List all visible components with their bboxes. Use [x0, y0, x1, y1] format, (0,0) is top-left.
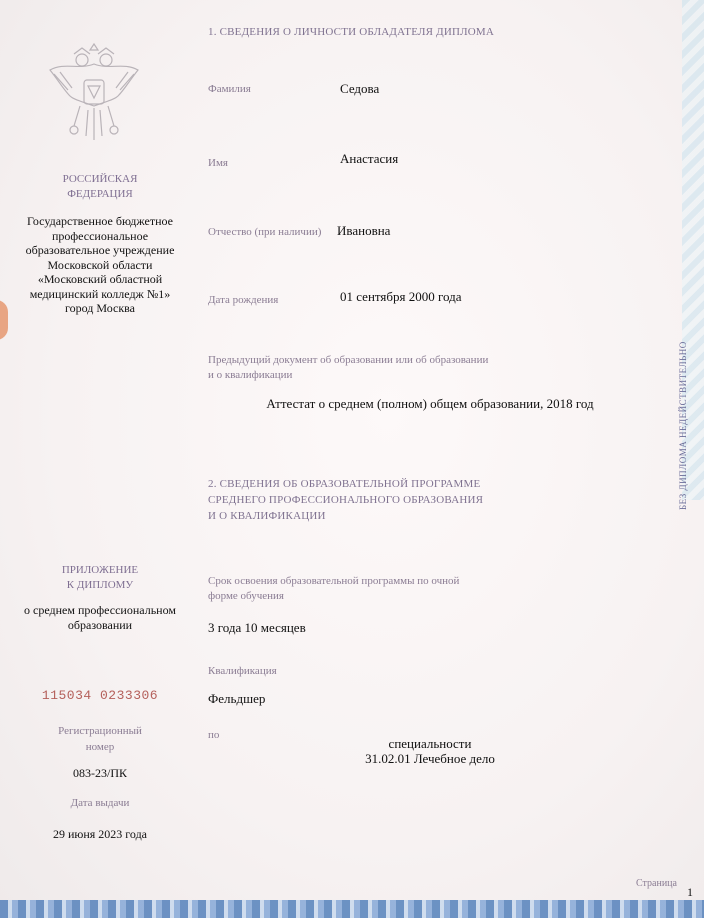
specialty-word: специальности	[388, 736, 472, 751]
registration-number: 083-23/ПК	[73, 766, 127, 780]
institution-name: Государственное бюджетное профессиональное образовательное учреждение Московской области «Московский областной медицинский колледж №1» город Москва	[25, 214, 175, 315]
page-number: 1	[687, 885, 693, 899]
issue-date: 29 июня 2023 года	[52, 827, 148, 841]
qualification-label: Квалификация	[208, 665, 277, 677]
decorative-border	[0, 900, 704, 918]
issue-date-label: Дата выдачи	[70, 797, 130, 809]
country-name: РОССИЙСКАЯ ФЕДЕРАЦИЯ	[62, 173, 138, 200]
duration-value: 3 года 10 месяцев	[208, 620, 306, 635]
registration-label: Регистрационный номер	[58, 725, 142, 753]
prev-doc-label: Предыдущий документ об образовании или об образовании и о квалификации	[208, 354, 489, 381]
appendix-subtitle: о среднем профессиональном образовании	[24, 603, 176, 632]
duration-label: Срок освоения образовательной программы по очной форме обучения	[208, 575, 460, 602]
name-label: Имя	[208, 157, 228, 169]
surname-value: Седова	[340, 81, 380, 96]
serial-number: 115034 0233306	[41, 688, 159, 703]
patronymic-value: Ивановна	[337, 223, 391, 238]
side-validity-note: БЕЗ ДИПЛОМА НЕДЕЙСТВИТЕЛЬНО	[678, 341, 688, 510]
dob-value: 01 сентября 2000 года	[340, 289, 462, 304]
coat-of-arms-icon	[44, 40, 144, 145]
name-value: Анастасия	[340, 151, 399, 166]
dob-label: Дата рождения	[208, 294, 279, 306]
finger-edge	[0, 300, 8, 340]
by-label: по	[208, 729, 220, 741]
qualification-value: Фельдшер	[208, 691, 266, 706]
section1-title: 1. СВЕДЕНИЯ О ЛИЧНОСТИ ОБЛАДАТЕЛЯ ДИПЛОМА	[208, 26, 495, 38]
surname-label: Фамилия	[208, 83, 251, 95]
specialty-value: 31.02.01 Лечебное дело	[365, 751, 495, 766]
prev-doc-value: Аттестат о среднем (полном) общем образовании, 2018 год	[266, 396, 594, 411]
patronymic-label: Отчество (при наличии)	[208, 226, 322, 238]
section2-title: 2. СВЕДЕНИЯ ОБ ОБРАЗОВАТЕЛЬНОЙ ПРОГРАММЕ СРЕДНЕГО ПРОФЕССИОНАЛЬНОГО ОБРАЗОВАНИЯ И О КВАЛИФИКАЦИИ	[208, 478, 484, 522]
page-label: Страница	[636, 878, 677, 889]
appendix-title: ПРИЛОЖЕНИЕ К ДИПЛОМУ	[61, 564, 139, 591]
